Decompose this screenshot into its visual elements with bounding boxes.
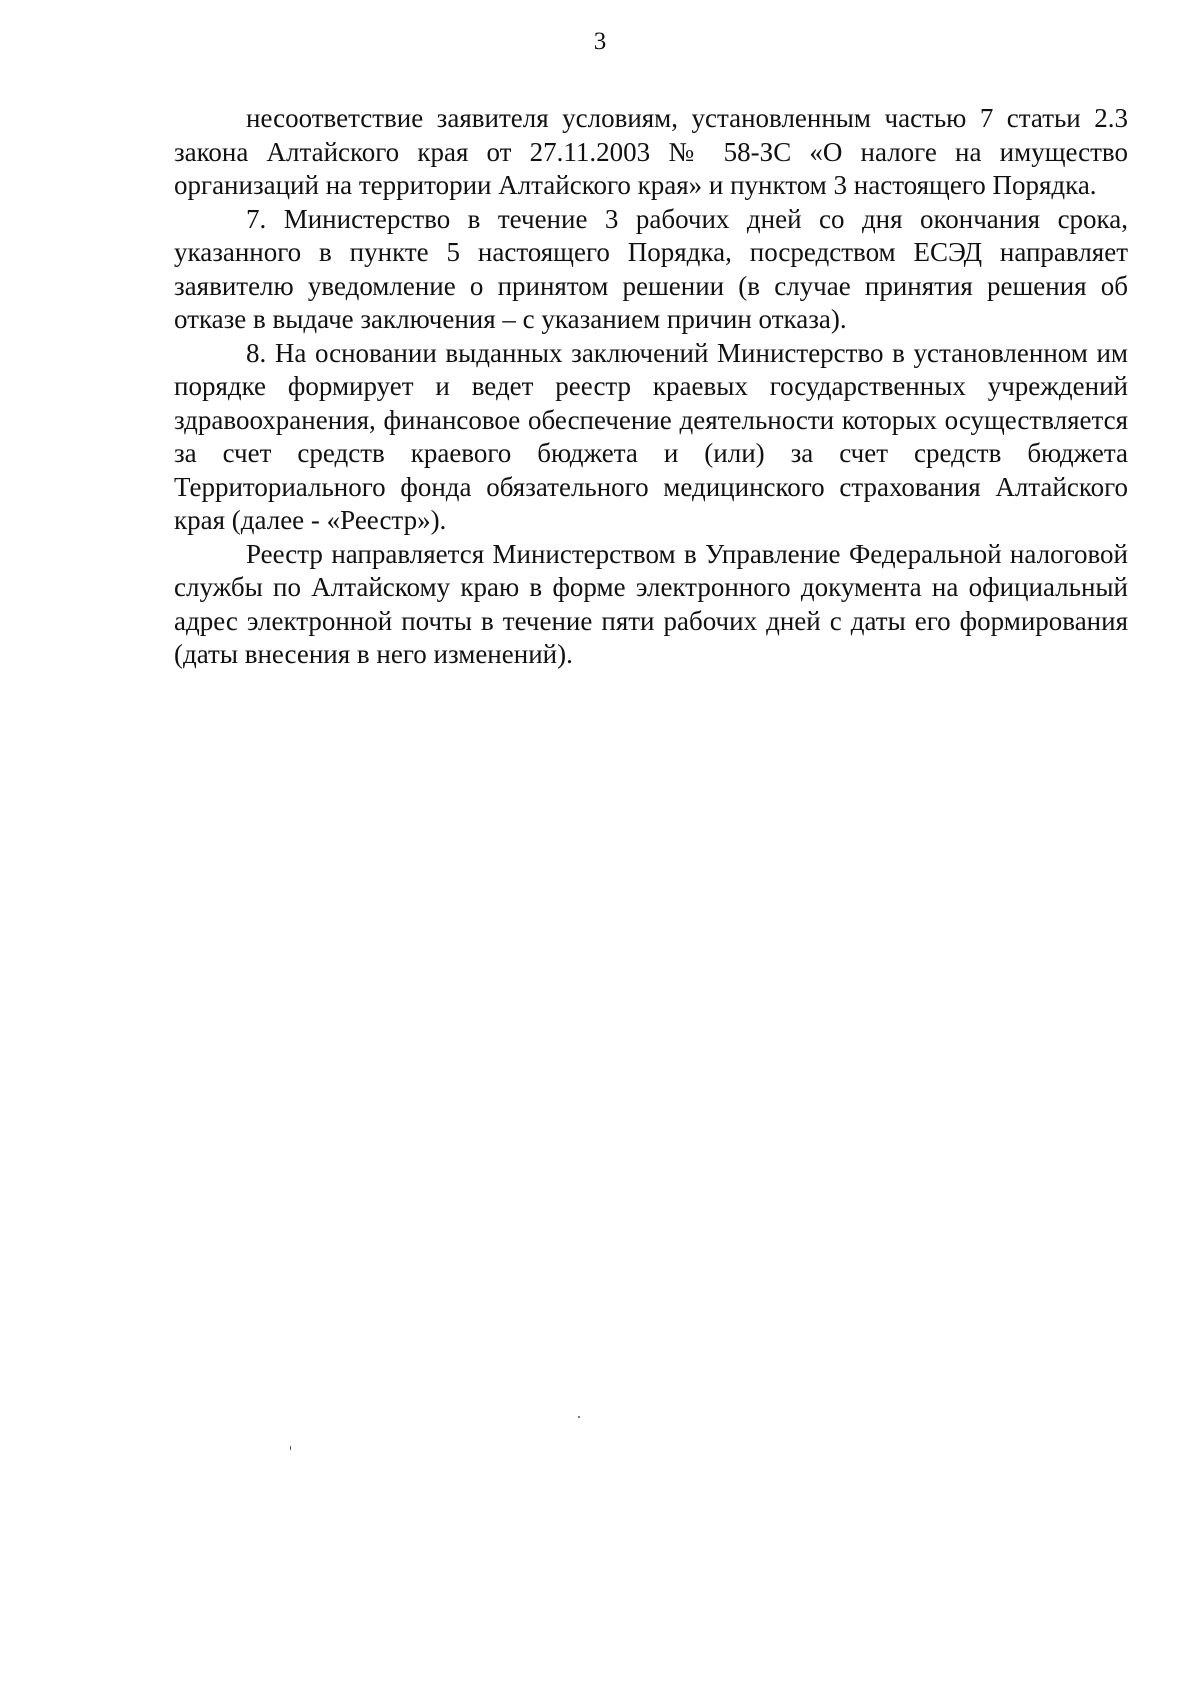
document-body (174, 102, 1128, 672)
paragraph-applicant-noncompliance: несоответствие заявителя условиям, установленным частью 7 статьи 2.3 закона Алтайского края от 27.11.2003 № 58-ЗС «О налоге на имущество организаций на территории Алтайского края» и пунктом 3 настоящего Порядка. (174, 103, 1128, 200)
scan-speck (290, 1446, 291, 1450)
paragraph-registry-submission: Реестр направляется Министерством в Управление Федеральной налоговой службы по Алтайскому краю в форме электронного документа на официальный адрес электронной почты в течение пяти рабочих дней с даты его формирования (даты внесения в него изменений). (174, 538, 1128, 669)
paragraph-7-notification: 7. Министерство в течение 3 рабочих дней со дня окончания срока, указанного в пункте 5 настоящего Порядка, посредством ЕСЭД направляет заявителю уведомление о принятом решении (в случае принятия решения об отказе в выдаче заключения – с указанием причин отказа). (174, 203, 1128, 334)
page-number: 3 (593, 28, 607, 55)
scan-speck (578, 1416, 580, 1418)
paragraph-8-registry: 8. На основании выданных заключений Министерство в установленном им порядке формирует и ведет реестр краевых государственных учреждений здравоохранения, финансовое обеспечение деятельности которых осуществляется за счет средств краевого бюджета и (или) за счет средств бюджета Территориального фонда обязательного медицинского страхования Алтайского края (далее - «Реестр»). (174, 337, 1128, 535)
